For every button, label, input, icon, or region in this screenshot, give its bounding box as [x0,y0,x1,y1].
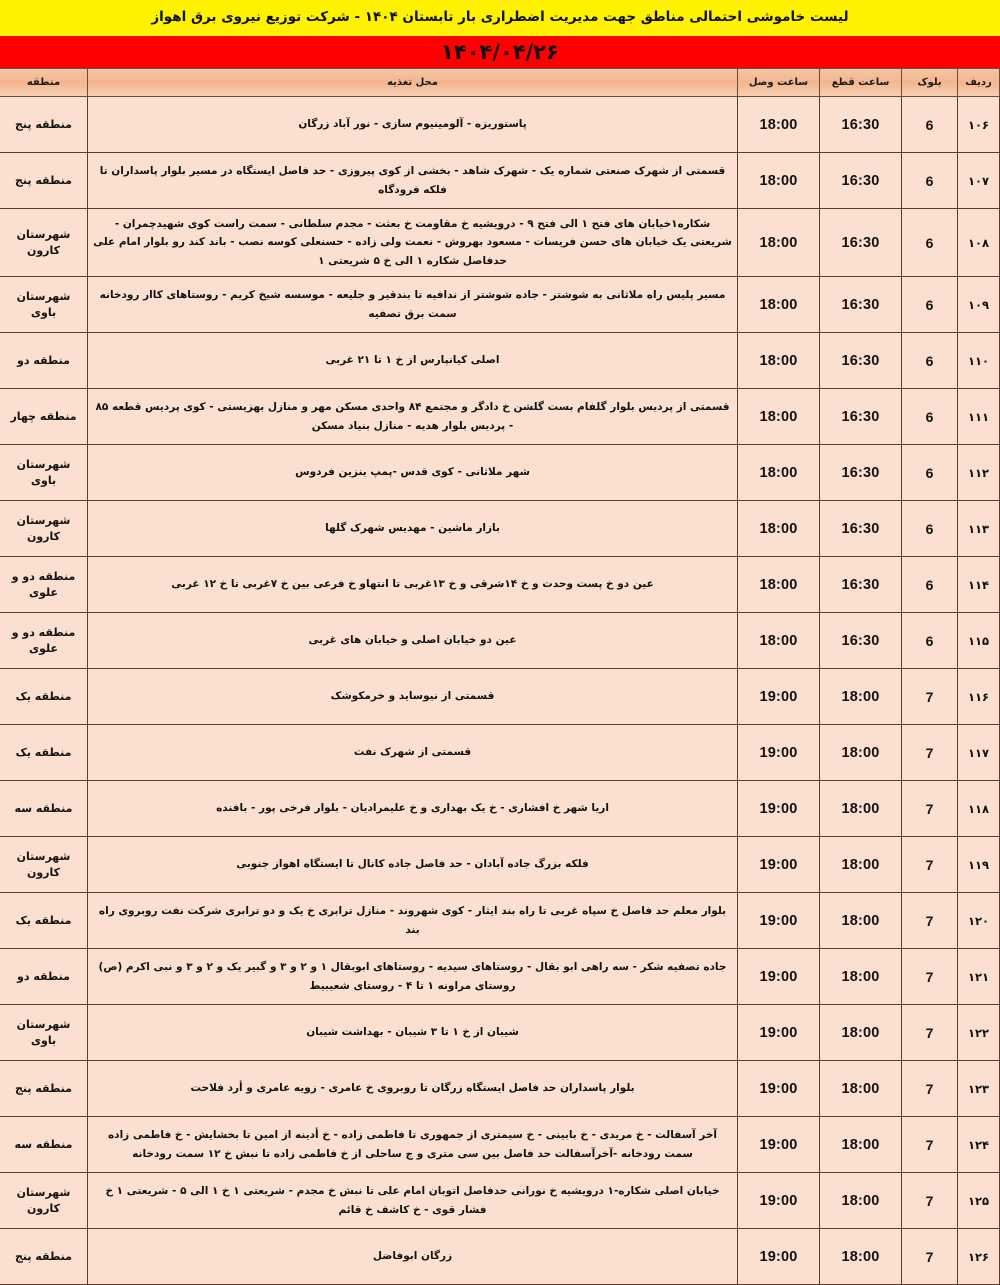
column-header-location: محل تغذیه [88,69,738,97]
location-cell: جاده تصفیه شکر - سه راهی ابو بقال - روستاهای سیدیه - روستاهای ابوبقال ۱ و ۲ و ۳ و گبیر یک و ۲ و ۳ و نبی اکرم (ص) روستای مراونه ۱ تا ۴ - روستای شعیبیط [88,949,738,1005]
table-header [0,69,1000,97]
district-cell: شهرستان کارون [0,1173,88,1229]
block-cell: 6 [902,445,958,501]
row-number-cell: ۱۰۸ [958,209,1000,277]
block-cell: 6 [902,557,958,613]
block-cell: 6 [902,501,958,557]
cut-time-cell: 18:00 [820,837,902,893]
district-cell: منطقه پنج [0,97,88,153]
table-row [0,389,1000,445]
connect-time-cell: 19:00 [738,1061,820,1117]
location-cell: شیبان از خ ۱ تا ۳ شیبان - بهداشت شیبان [88,1005,738,1061]
location-cell: قسمتی از شهرک صنعتی شماره یک - شهرک شاهد - بخشی از کوی پیروزی - حد فاصل ایستگاه در مسیر بلوار پاسداران تا فلکه فرودگاه [88,153,738,209]
district-cell: شهرستان باوی [0,1005,88,1061]
location-cell: اصلی کیانپارس از خ ۱ تا ۲۱ غربی [88,333,738,389]
column-header-connect-time: ساعت وصل [738,69,820,97]
cut-time-cell: 18:00 [820,893,902,949]
district-cell: منطقه دو و علوی [0,557,88,613]
district-cell: منطقه دو [0,333,88,389]
block-cell: 7 [902,669,958,725]
cut-time-cell: 16:30 [820,333,902,389]
cut-time-cell: 18:00 [820,1061,902,1117]
row-number-cell: ۱۱۹ [958,837,1000,893]
location-cell: قسمتی از شهرک نفت [88,725,738,781]
connect-time-cell: 19:00 [738,893,820,949]
connect-time-cell: 19:00 [738,1229,820,1285]
cut-time-cell: 16:30 [820,153,902,209]
block-cell: 7 [902,893,958,949]
district-cell: منطقه یک [0,669,88,725]
cut-time-cell: 18:00 [820,1229,902,1285]
connect-time-cell: 19:00 [738,669,820,725]
location-cell: قسمتی از نیوساید و خرمکوشک [88,669,738,725]
block-cell: 7 [902,837,958,893]
table-row [0,333,1000,389]
row-number-cell: ۱۱۱ [958,389,1000,445]
district-cell: منطقه سه [0,1117,88,1173]
cut-time-cell: 16:30 [820,557,902,613]
cut-time-cell: 16:30 [820,389,902,445]
connect-time-cell: 19:00 [738,837,820,893]
table-row [0,209,1000,277]
cut-time-cell: 16:30 [820,97,902,153]
schedule-date: ۱۴۰۴/۰۴/۲۶ [441,39,559,64]
row-number-cell: ۱۰۹ [958,277,1000,333]
cut-time-cell: 16:30 [820,501,902,557]
connect-time-cell: 18:00 [738,501,820,557]
column-header-radif: ردیف [958,69,1000,97]
cut-time-cell: 18:00 [820,781,902,837]
cut-time-cell: 16:30 [820,445,902,501]
connect-time-cell: 18:00 [738,557,820,613]
location-cell: پاستوریزه - آلومینیوم سازی - نور آباد زرگان [88,97,738,153]
row-number-cell: ۱۱۳ [958,501,1000,557]
row-number-cell: ۱۲۴ [958,1117,1000,1173]
block-cell: 6 [902,97,958,153]
district-cell: شهرستان کارون [0,501,88,557]
connect-time-cell: 18:00 [738,277,820,333]
location-cell: زرگان ابوفاضل [88,1229,738,1285]
block-cell: 6 [902,613,958,669]
location-cell: شهر ملاثانی - کوی قدس -پمپ بنزین فردوس [88,445,738,501]
block-cell: 7 [902,1229,958,1285]
table-row [0,1173,1000,1229]
district-cell: شهرستان باوی [0,445,88,501]
row-number-cell: ۱۲۵ [958,1173,1000,1229]
connect-time-cell: 19:00 [738,725,820,781]
connect-time-cell: 19:00 [738,1173,820,1229]
connect-time-cell: 18:00 [738,389,820,445]
connect-time-cell: 19:00 [738,949,820,1005]
location-cell: عین دو خ پست وحدت و خ ۱۴شرقی و خ ۱۳غربی تا انتهاو خ فرعی بین خ ۷غربی تا خ ۱۲ غربی [88,557,738,613]
row-number-cell: ۱۲۶ [958,1229,1000,1285]
row-number-cell: ۱۲۰ [958,893,1000,949]
table-row [0,277,1000,333]
connect-time-cell: 18:00 [738,613,820,669]
cut-time-cell: 16:30 [820,613,902,669]
table-row [0,1117,1000,1173]
location-cell: شکاره۱خیابان های فتح ۱ الی فتح ۹ - درویشیه خ مقاومت خ بعثت - مجدم سلطانی - سمت راست کوی شهیدچمران - شریعتی یک خیابان های حسن فریسات - مسعود بهروش - نعمت ولی زاده - حسنعلی کوسه نصب - باند کند رو بلوار امام علی حدفاصل شکاره ۱ الی خ ۵ شریعتی ۱ [88,209,738,277]
cut-time-cell: 16:30 [820,277,902,333]
location-cell: فلکه بزرگ جاده آبادان - حد فاصل جاده کانال تا ایستگاه اهواز جنوبی [88,837,738,893]
district-cell: منطقه دو و علوی [0,613,88,669]
district-cell: منطقه چهار [0,389,88,445]
table-row [0,1229,1000,1285]
block-cell: 7 [902,781,958,837]
table-row [0,97,1000,153]
block-cell: 6 [902,209,958,277]
column-header-block: بلوک [902,69,958,97]
cut-time-cell: 18:00 [820,725,902,781]
table-row [0,949,1000,1005]
location-cell: بازار ماشین - مهدیس شهرک گلها [88,501,738,557]
location-cell: مسیر پلیس راه ملاثانی به شوشتر - جاده شوشتر از ندافیه تا بندقیر و جلیعه - موسسه شیخ کریم - روستاهای کاار رودخانه سمت برق تصفیه [88,277,738,333]
title-banner [0,0,1000,36]
connect-time-cell: 18:00 [738,209,820,277]
row-number-cell: ۱۱۷ [958,725,1000,781]
row-number-cell: ۱۲۱ [958,949,1000,1005]
connect-time-cell: 19:00 [738,1117,820,1173]
date-banner [0,36,1000,68]
block-cell: 6 [902,277,958,333]
cut-time-cell: 18:00 [820,669,902,725]
cut-time-cell: 18:00 [820,1117,902,1173]
row-number-cell: ۱۱۲ [958,445,1000,501]
cut-time-cell: 16:30 [820,209,902,277]
row-number-cell: ۱۱۶ [958,669,1000,725]
outage-table [0,68,1000,1285]
table-row [0,1061,1000,1117]
block-cell: 6 [902,389,958,445]
cut-time-cell: 18:00 [820,949,902,1005]
header-row [0,69,1000,97]
table-row [0,725,1000,781]
page-title: لیست خاموشی احتمالی مناطق جهت مدیریت اضطراری بار تابستان ۱۴۰۴ - شرکت توزیع نیروی برق اهواز [151,8,849,25]
connect-time-cell: 18:00 [738,445,820,501]
location-cell: خیابان اصلی شکاره-۱ درویشیه خ نورانی حدفاصل اتوبان امام علی تا نبش خ مجدم - شریعتی ۱ خ ۱ الی ۵ - شریعتی ۱ خ فشار قوی - خ کاشف خ قائم [88,1173,738,1229]
table-row [0,669,1000,725]
location-cell: عین دو خیابان اصلی و خیابان های غربی [88,613,738,669]
district-cell: منطقه پنج [0,1229,88,1285]
location-cell: قسمتی از پردیس بلوار گلفام بست گلشن خ دادگر و مجتمع ۸۴ واحدی مسکن مهر و منازل بهزیستی - کوی پردیس قطعه ۸۵ - پردیس بلوار هدیه - منازل بنیاد مسکن [88,389,738,445]
table-row [0,557,1000,613]
row-number-cell: ۱۱۴ [958,557,1000,613]
block-cell: 7 [902,1173,958,1229]
block-cell: 7 [902,1005,958,1061]
column-header-cut-time: ساعت قطع [820,69,902,97]
location-cell: بلوار پاسداران حد فاصل ایستگاه زرگان تا روبروی خ عامری - زویه عامری و أرد فلاحت [88,1061,738,1117]
table-row [0,613,1000,669]
location-cell: اریا شهر خ افشاری - خ یک بهداری و خ علیمرادیان - بلوار فرخی پور - بافنده [88,781,738,837]
district-cell: منطقه یک [0,893,88,949]
table-row [0,837,1000,893]
table-row [0,1005,1000,1061]
district-cell: منطقه پنج [0,1061,88,1117]
connect-time-cell: 18:00 [738,97,820,153]
row-number-cell: ۱۱۰ [958,333,1000,389]
table-row [0,781,1000,837]
row-number-cell: ۱۲۲ [958,1005,1000,1061]
connect-time-cell: 18:00 [738,153,820,209]
location-cell: بلوار معلم حد فاصل خ سپاه غربی تا راه بند ایثار - کوی شهروند - منازل ترابری خ یک و دو ترابری شرکت نفت روبروی راه بند [88,893,738,949]
district-cell: منطقه سه [0,781,88,837]
row-number-cell: ۱۰۶ [958,97,1000,153]
district-cell: منطقه پنج [0,153,88,209]
table-row [0,445,1000,501]
block-cell: 6 [902,333,958,389]
row-number-cell: ۱۱۵ [958,613,1000,669]
block-cell: 7 [902,949,958,1005]
table-row [0,893,1000,949]
location-cell: آخر آسفالت - خ مریدی - خ بابینی - خ سیمتری از جمهوری تا فاطمی زاده - خ أدینه از امین تا بخشایش - خ فاطمی زاده سمت رودخانه -آخرآسفالت حد فاصل بین سی متری و ج ساحلی از خ فاطمی زاده تا نبش خ ۱۲ سمت رودخانه [88,1117,738,1173]
block-cell: 7 [902,725,958,781]
district-cell: شهرستان کارون [0,209,88,277]
cut-time-cell: 18:00 [820,1173,902,1229]
district-cell: شهرستان باوی [0,277,88,333]
table-row [0,153,1000,209]
column-header-district: منطقه [0,69,88,97]
row-number-cell: ۱۲۳ [958,1061,1000,1117]
table-row [0,501,1000,557]
district-cell: منطقه دو [0,949,88,1005]
district-cell: شهرستان کارون [0,837,88,893]
cut-time-cell: 18:00 [820,1005,902,1061]
row-number-cell: ۱۱۸ [958,781,1000,837]
connect-time-cell: 19:00 [738,1005,820,1061]
connect-time-cell: 19:00 [738,781,820,837]
table-body [0,97,1000,1285]
block-cell: 7 [902,1117,958,1173]
connect-time-cell: 18:00 [738,333,820,389]
district-cell: منطقه یک [0,725,88,781]
block-cell: 6 [902,153,958,209]
row-number-cell: ۱۰۷ [958,153,1000,209]
block-cell: 7 [902,1061,958,1117]
